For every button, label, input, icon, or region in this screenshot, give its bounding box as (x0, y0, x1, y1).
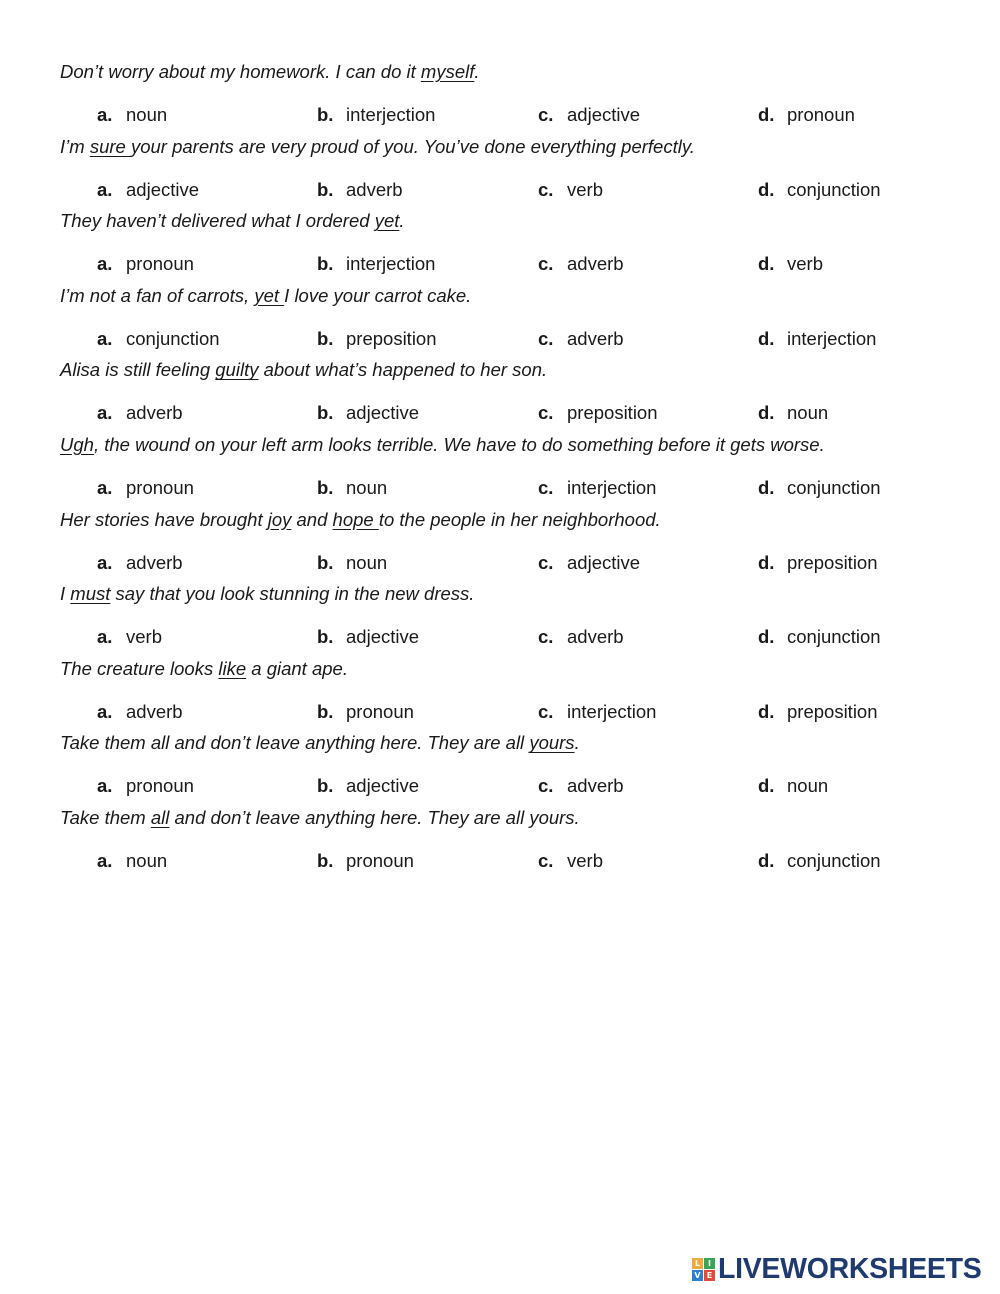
option-text: adjective (346, 402, 420, 424)
option-letter: c. (538, 626, 554, 648)
sentence-text: . (574, 732, 580, 754)
sentence-text: I (60, 583, 71, 605)
option-letter: a. (97, 178, 113, 200)
answer-option[interactable] (317, 251, 517, 277)
answer-option[interactable] (538, 624, 738, 650)
question-sentence (60, 656, 960, 682)
option-text: conjunction (787, 850, 881, 871)
logo-block: E (704, 1270, 715, 1281)
sentence-text: Take them (60, 807, 151, 828)
option-letter: b. (317, 327, 334, 349)
option-letter: a. (97, 626, 113, 648)
sentence-text: and (291, 508, 333, 530)
option-text: conjunction (787, 477, 881, 498)
sentence-text: about what’s happened to her son. (258, 359, 548, 381)
answer-option[interactable] (758, 550, 958, 576)
option-letter: a. (97, 253, 113, 275)
option-text: pronoun (346, 850, 414, 871)
answer-option[interactable] (758, 624, 958, 650)
option-text: preposition (787, 551, 878, 573)
option-letter: b. (317, 402, 334, 424)
option-letter: a. (97, 700, 113, 722)
sentence-text: a giant ape. (246, 657, 348, 679)
question-sentence (60, 730, 960, 756)
option-letter: d. (758, 477, 775, 498)
option-text: adverb (346, 178, 403, 200)
answer-option[interactable] (97, 400, 297, 426)
answer-option[interactable] (97, 475, 297, 501)
option-text: noun (787, 775, 829, 797)
option-letter: a. (97, 850, 113, 871)
sentence-text: . (474, 61, 480, 82)
option-letter: d. (758, 551, 775, 573)
option-text: verb (126, 626, 162, 648)
underlined-target-word: yet (254, 284, 285, 306)
sentence-text: and don’t leave anything here. They are all yours. (169, 807, 580, 828)
sentence-text: I’m (60, 135, 90, 157)
underlined-target-word: guilty (215, 359, 259, 381)
question-sentence (60, 507, 960, 533)
answer-option[interactable] (758, 102, 958, 128)
option-letter: b. (317, 253, 334, 275)
answer-option[interactable] (538, 326, 738, 352)
option-text: preposition (787, 700, 878, 722)
option-letter: c. (538, 178, 554, 200)
answer-option[interactable] (97, 624, 297, 650)
question-1 (0, 59, 1000, 133)
underlined-target-word: Ugh (60, 434, 94, 455)
option-letter: a. (97, 477, 113, 498)
answer-option[interactable] (317, 326, 517, 352)
sentence-text: Don’t worry about my homework. I can do it (60, 61, 421, 82)
underlined-target-word: must (70, 583, 111, 605)
logo-block: I (704, 1258, 715, 1269)
answer-option[interactable] (97, 550, 297, 576)
option-text: adjective (346, 775, 420, 797)
option-text: preposition (346, 327, 437, 349)
sentence-text: The creature looks (60, 657, 219, 679)
option-text: noun (126, 850, 168, 871)
option-letter: c. (538, 327, 554, 349)
answer-option[interactable] (97, 177, 297, 203)
sentence-text: Take them all and don’t leave anything here. They are all (60, 732, 530, 754)
question-8 (0, 581, 1000, 655)
question-sentence (60, 59, 960, 85)
option-letter: b. (317, 178, 334, 200)
option-text: conjunction (126, 327, 220, 349)
answer-option[interactable] (317, 102, 517, 128)
question-10 (0, 730, 1000, 804)
question-3 (0, 208, 1000, 282)
option-letter: d. (758, 253, 775, 275)
option-letter: b. (317, 700, 334, 722)
logo-block: L (692, 1258, 703, 1269)
question-sentence (60, 283, 960, 309)
answer-option[interactable] (538, 699, 738, 725)
option-text: adverb (567, 253, 624, 275)
option-text: pronoun (346, 700, 414, 722)
option-text: noun (126, 104, 168, 125)
answer-option[interactable] (758, 400, 958, 426)
option-letter: b. (317, 551, 334, 573)
option-text: preposition (567, 402, 658, 424)
option-text: pronoun (126, 775, 194, 797)
option-letter: a. (97, 104, 113, 125)
option-letter: b. (317, 477, 334, 498)
question-sentence (60, 432, 960, 458)
option-text: adverb (126, 402, 183, 424)
answer-option[interactable] (538, 177, 738, 203)
answer-option[interactable] (317, 475, 517, 501)
answer-option[interactable] (317, 699, 517, 725)
liveworksheets-logo (692, 1253, 992, 1285)
option-letter: b. (317, 850, 334, 871)
option-letter: c. (538, 104, 554, 125)
answer-option[interactable] (97, 848, 297, 874)
question-sentence (60, 357, 960, 383)
underlined-target-word: yours (529, 732, 575, 754)
logo-blocks (692, 1258, 715, 1281)
underlined-target-word: joy (267, 508, 292, 530)
option-text: adjective (346, 626, 420, 648)
option-letter: b. (317, 626, 334, 648)
answer-option[interactable] (317, 624, 517, 650)
answer-option[interactable] (97, 773, 297, 799)
question-2 (0, 134, 1000, 208)
question-9 (0, 656, 1000, 730)
answer-option[interactable] (538, 550, 738, 576)
question-5 (0, 357, 1000, 431)
option-letter: a. (97, 327, 113, 349)
underlined-target-word: myself (420, 61, 475, 82)
option-letter: c. (538, 477, 554, 498)
answer-option[interactable] (97, 699, 297, 725)
answer-option[interactable] (317, 400, 517, 426)
logo-block: V (692, 1270, 703, 1281)
option-text: pronoun (787, 104, 855, 125)
answer-option[interactable] (538, 251, 738, 277)
question-11 (0, 805, 1000, 879)
option-letter: d. (758, 700, 775, 722)
option-text: interjection (346, 253, 436, 275)
answer-option[interactable] (758, 699, 958, 725)
sentence-text: your parents are very proud of you. You’ve done everything perfectly. (130, 135, 695, 157)
option-text: noun (787, 402, 829, 424)
underlined-target-word: all (150, 807, 170, 828)
option-letter: c. (538, 850, 554, 871)
option-text: interjection (787, 327, 877, 349)
answer-option[interactable] (317, 773, 517, 799)
underlined-target-word: like (218, 657, 247, 679)
answer-option[interactable] (758, 848, 958, 874)
answer-option[interactable] (317, 550, 517, 576)
option-text: noun (346, 551, 388, 573)
option-text: verb (567, 178, 603, 200)
option-text: adjective (567, 104, 641, 125)
option-text: interjection (346, 104, 436, 125)
option-text: adverb (126, 700, 183, 722)
option-text: adjective (126, 178, 200, 200)
option-text: adverb (567, 327, 624, 349)
option-letter: d. (758, 626, 775, 648)
option-letter: c. (538, 551, 554, 573)
answer-option[interactable] (538, 773, 738, 799)
sentence-text: They haven’t delivered what I ordered (60, 210, 375, 232)
sentence-text: I love your carrot cake. (284, 284, 472, 306)
answer-option[interactable] (97, 326, 297, 352)
underlined-target-word: yet (374, 210, 400, 232)
option-text: pronoun (126, 477, 194, 498)
option-text: verb (567, 850, 603, 871)
underlined-target-word: sure (89, 135, 131, 157)
question-sentence (60, 581, 960, 607)
option-letter: d. (758, 104, 775, 125)
logo-text: LIVEWORKSHEETS (718, 1253, 982, 1285)
sentence-text: I’m not a fan of carrots, (60, 284, 255, 306)
answer-option[interactable] (758, 326, 958, 352)
option-text: conjunction (787, 626, 881, 648)
option-text: adverb (567, 626, 624, 648)
option-letter: a. (97, 551, 113, 573)
option-text: interjection (567, 477, 657, 498)
option-letter: d. (758, 850, 775, 871)
answer-option[interactable] (538, 400, 738, 426)
answer-option[interactable] (758, 177, 958, 203)
answer-option[interactable] (317, 848, 517, 874)
answer-option[interactable] (317, 177, 517, 203)
option-text: adverb (567, 775, 624, 797)
answer-option[interactable] (97, 102, 297, 128)
answer-option[interactable] (758, 251, 958, 277)
question-6 (0, 432, 1000, 506)
answer-option[interactable] (538, 475, 738, 501)
option-letter: c. (538, 253, 554, 275)
option-letter: b. (317, 775, 334, 797)
option-letter: d. (758, 178, 775, 200)
sentence-text: . (399, 210, 405, 232)
answer-option[interactable] (758, 773, 958, 799)
option-text: interjection (567, 700, 657, 722)
underlined-target-word: hope (332, 508, 379, 530)
sentence-text: Alisa is still feeling (60, 359, 216, 381)
answer-option[interactable] (97, 251, 297, 277)
question-4 (0, 283, 1000, 357)
sentence-text: Her stories have brought (60, 508, 268, 530)
answer-option[interactable] (538, 102, 738, 128)
question-7 (0, 507, 1000, 581)
option-letter: a. (97, 775, 113, 797)
option-letter: a. (97, 402, 113, 424)
option-text: adverb (126, 551, 183, 573)
sentence-text: to the people in her neighborhood. (378, 508, 661, 530)
option-letter: d. (758, 327, 775, 349)
sentence-text: say that you look stunning in the new dress. (110, 583, 475, 605)
option-text: pronoun (126, 253, 194, 275)
option-text: verb (787, 253, 823, 275)
option-letter: c. (538, 402, 554, 424)
question-sentence (60, 208, 960, 234)
option-text: adjective (567, 551, 641, 573)
option-letter: c. (538, 700, 554, 722)
option-letter: d. (758, 402, 775, 424)
option-letter: b. (317, 104, 334, 125)
option-letter: c. (538, 775, 554, 797)
option-text: noun (346, 477, 388, 498)
option-text: conjunction (787, 178, 881, 200)
option-letter: d. (758, 775, 775, 797)
question-sentence (60, 134, 960, 160)
question-sentence (60, 805, 960, 831)
sentence-text: , the wound on your left arm looks terrible. We have to do something before it gets worse. (93, 434, 825, 455)
answer-option[interactable] (538, 848, 738, 874)
answer-option[interactable] (758, 475, 958, 501)
